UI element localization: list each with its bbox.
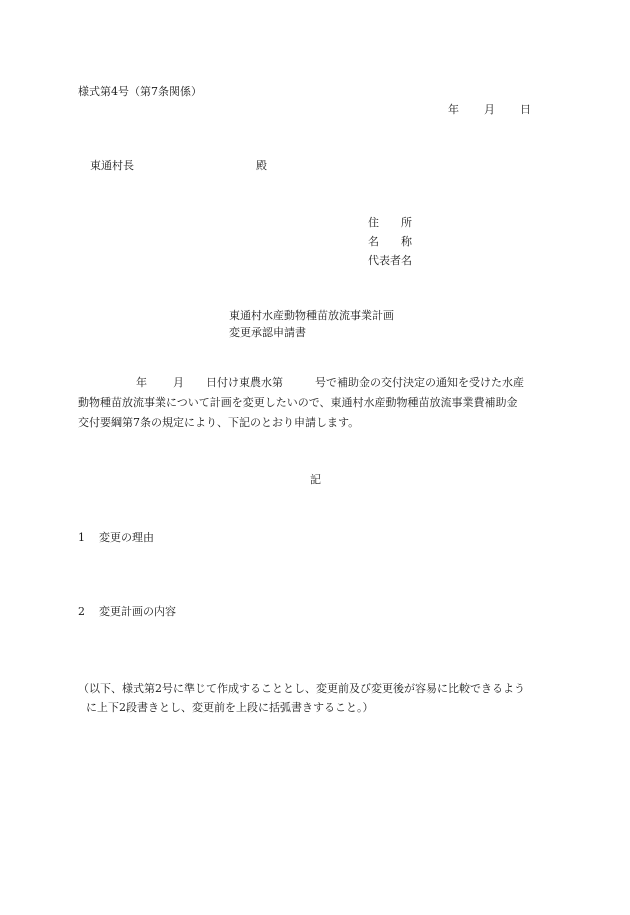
body-line-3: 交付要綱第7条の規定により、下記のとおり申請します。 (78, 416, 360, 429)
form-number: 様式第4号（第7条関係） (78, 85, 202, 98)
addressee-line (90, 160, 267, 171)
note-line-2: に上下2段書きとし、変更前を上段に括弧書きすること。） (86, 701, 374, 714)
note-line-1: （以下、様式第2号に準じて作成することとし、変更前及び変更後が容易に比較できるよう (78, 682, 525, 695)
addressee-name: 東通村長 (90, 159, 134, 172)
date-year: 年 (448, 103, 459, 116)
body-line-2: 動物種苗放流事業について計画を変更したいので、東通村水産動物種苗放流事業費補助金 (78, 396, 518, 409)
item-label: 変更の理由 (99, 531, 154, 544)
body-line-1: 年 月 日付け東農水第 号で補助金の交付決定の通知を受けた水産 (136, 376, 524, 389)
addressee-honorific: 殿 (256, 159, 267, 172)
item-reason (78, 532, 154, 543)
title-line-1: 東通村水産動物種苗放流事業計画 (229, 309, 394, 322)
item-plan-content (78, 606, 176, 617)
applicant-name-label: 名 称 (368, 235, 412, 248)
item-number: 1 (78, 531, 85, 544)
body-paragraph (78, 373, 558, 433)
date-line (448, 104, 531, 115)
applicant-address-label: 住 所 (368, 216, 412, 229)
item-number: 2 (78, 605, 85, 618)
title-line-2: 変更承認申請書 (229, 326, 306, 339)
ki-heading: 記 (310, 473, 321, 486)
date-month: 月 (484, 103, 495, 116)
item-label: 変更計画の内容 (99, 605, 176, 618)
applicant-representative-label: 代表者名 (368, 254, 412, 267)
date-day: 日 (520, 103, 531, 116)
